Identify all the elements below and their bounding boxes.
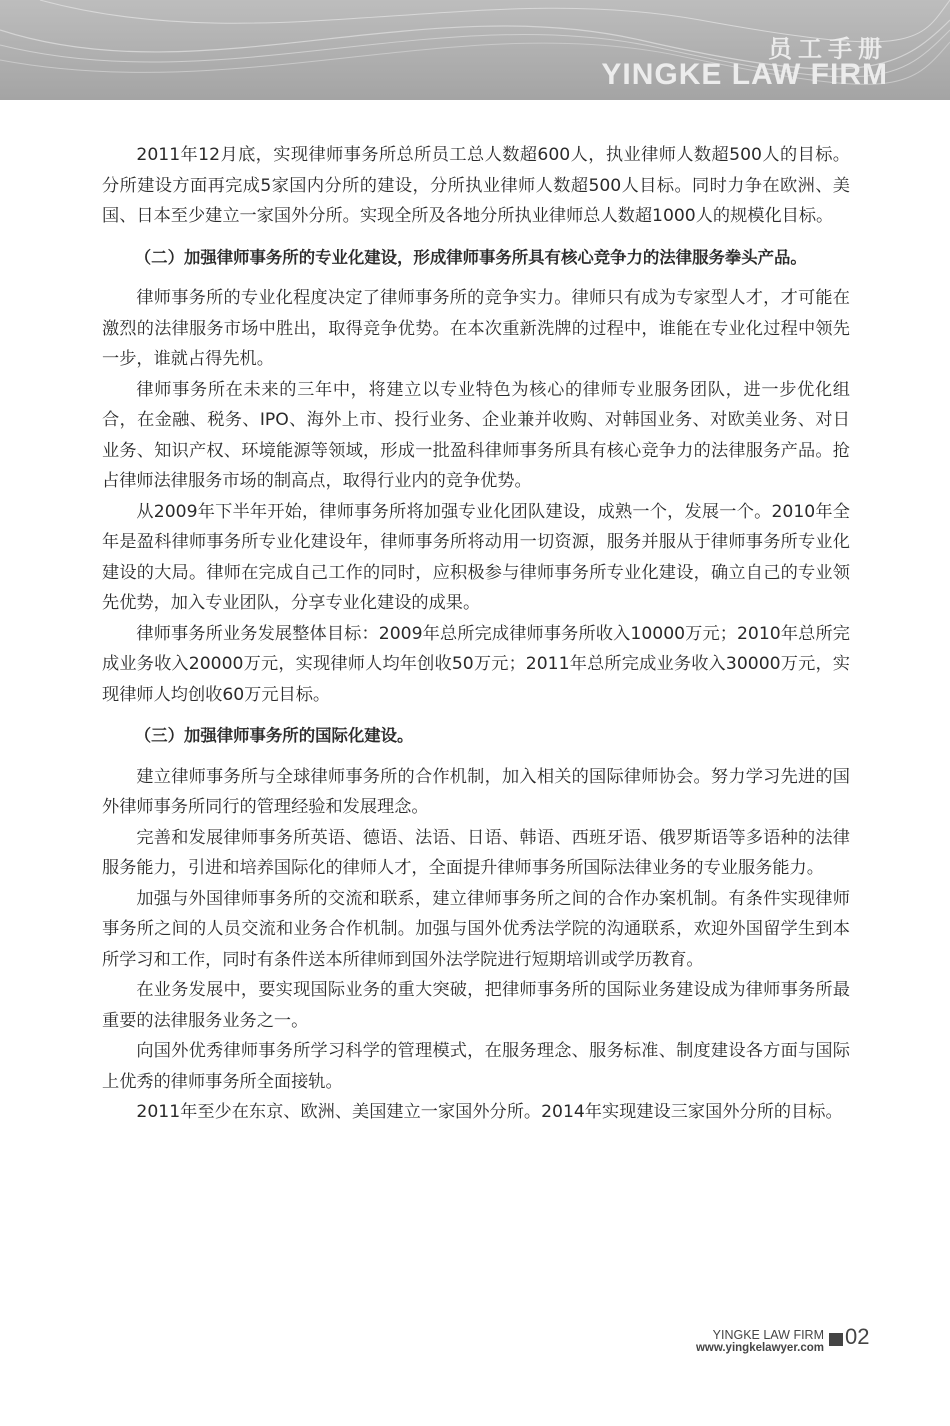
paragraph: 完善和发展律师事务所英语、德语、法语、日语、韩语、西班牙语、俄罗斯语等多语种的法律服务能力，引进和培养国际化的律师人才，全面提升律师事务所国际法律业务的专业服务能力。 <box>102 827 850 878</box>
document-body <box>102 140 850 1128</box>
section-heading: （二）加强律师事务所的专业化建设，形成律师事务所具有核心竞争力的法律服务拳头产品。 <box>134 247 807 267</box>
paragraph: 律师事务所的专业化程度决定了律师事务所的竞争实力。律师只有成为专家型人才，才可能在激烈的法律服务市场中胜出，取得竞争优势。在本次重新洗牌的过程中，谁能在专业化过程中领先一步，谁就占得先机。 <box>102 288 850 369</box>
header-title-en: YINGKE LAW FIRM <box>601 58 888 91</box>
section-heading: （三）加强律师事务所的国际化建设。 <box>134 726 414 745</box>
paragraph: 2011年12月底，实现律师事务所总所员工总人数超600人，执业律师人数超500人的目标。分所建设方面再完成5家国内分所的建设，分所执业律师人数超500人目标。同时力争在欧洲、美国、日本至少建立一家国外分所。实现全所及各地分所执业律师总人数超1000人的规模化目标。 <box>102 145 850 226</box>
paragraph: 在业务发展中，要实现国际业务的重大突破，把律师事务所的国际业务建设成为律师事务所最重要的法律服务业务之一。 <box>102 980 850 1031</box>
footer-firm-name: YINGKE LAW FIRM <box>712 1328 824 1342</box>
paragraph: 从2009年下半年开始，律师事务所将加强专业化团队建设，成熟一个，发展一个。2010年全年是盈科律师事务所专业化建设年，律师事务所将动用一切资源，服务并服从于律师事务所专业化建设的大局。律师在完成自己工作的同时，应积极参与律师事务所专业化建设，确立自己的专业领先优势，加入专业团队，分享专业化建设的成果。 <box>102 501 850 613</box>
paragraph: 律师事务所业务发展整体目标：2009年总所完成律师事务所收入10000万元；2010年总所完成业务收入20000万元，实现律师人均年创收50万元；2011年总所完成业务收入30000万元，实现律师人均创收60万元目标。 <box>102 623 850 705</box>
paragraph: 加强与外国律师事务所的交流和联系，建立律师事务所之间的合作办案机制。有条件实现律师事务所之间的人员交流和业务合作机制。加强与国外优秀法学院的沟通联系，欢迎外国留学生到本所学习和工作，同时有条件送本所律师到国外法学院进行短期培训或学历教育。 <box>102 888 850 970</box>
paragraph: 2011年至少在东京、欧洲、美国建立一家国外分所。2014年实现建设三家国外分所的目标。 <box>136 1102 843 1122</box>
paragraph: 建立律师事务所与全球律师事务所的合作机制，加入相关的国际律师协会。努力学习先进的国外律师事务所同行的管理经验和发展理念。 <box>102 766 850 817</box>
header-title-cn: 员工手册 <box>768 35 888 63</box>
page-footer <box>696 1328 824 1355</box>
page-number-marker-icon <box>829 1333 843 1346</box>
footer-website-link[interactable]: www.yingkelawyer.com <box>695 1342 824 1354</box>
paragraph: 向国外优秀律师事务所学习科学的管理模式，在服务理念、服务标准、制度建设各方面与国际上优秀的律师事务所全面接轨。 <box>102 1041 850 1092</box>
paragraph: 律师事务所在未来的三年中，将建立以专业特色为核心的律师专业服务团队，进一步优化组合，在金融、税务、IPO、海外上市、投行业务、企业兼并收购、对韩国业务、对欧美业务、对日业务、知识产权、环境能源等领域，形成一批盈科律师事务所具有核心竞争力的法律服务产品。抢占律师法律服务市场的制高点，取得行业内的竞争优势。 <box>102 379 850 491</box>
page-header <box>0 0 950 100</box>
page-number: 02 <box>845 1324 870 1349</box>
